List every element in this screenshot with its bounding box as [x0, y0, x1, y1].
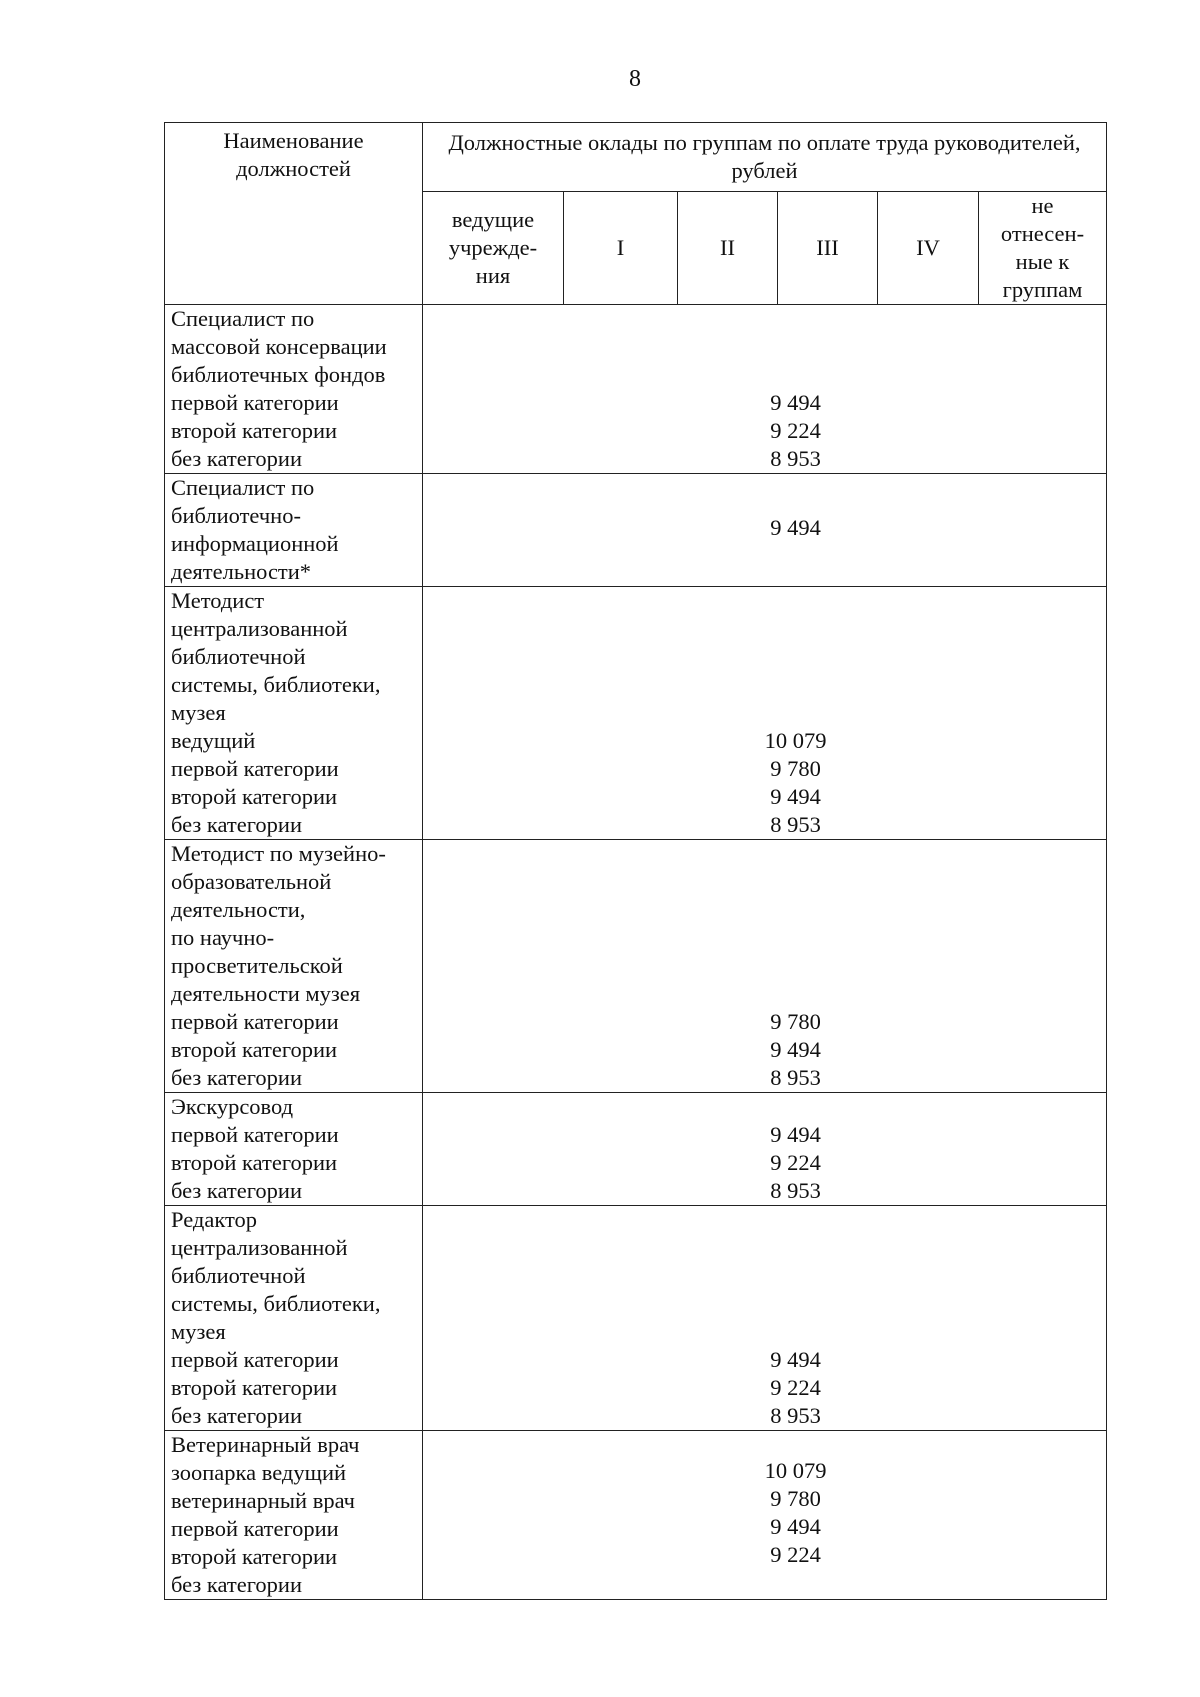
position-name: Редактор централизованной библиотечной системы, библиотеки, музея первой категории второй категории без категории — [165, 1206, 423, 1431]
salary-values — [423, 1431, 1107, 1600]
table-row — [165, 1093, 1107, 1206]
table-row — [165, 840, 1107, 1093]
table-row — [165, 1431, 1107, 1600]
salary-table — [164, 122, 1107, 1600]
column-header-position-name: Наименование должностей — [165, 123, 423, 305]
column-header-group-iii: III — [778, 192, 878, 305]
column-header-group-ii: II — [678, 192, 778, 305]
salary-values-text: 9 494 9 224 8 953 — [770, 1122, 821, 1203]
page-number: 8 — [629, 66, 641, 92]
column-header-group-iv: IV — [878, 192, 979, 305]
position-name: Специалист по массовой консервации библиотечных фондов первой категории второй категории без категории — [165, 305, 423, 474]
salary-values-text: 10 079 9 780 9 494 8 953 — [764, 728, 827, 837]
column-header-not-assigned: не отнесен- ные к группам — [979, 192, 1107, 305]
table-row — [165, 587, 1107, 840]
salary-values-text: 9 780 9 494 8 953 — [770, 1009, 821, 1090]
salary-values-text: 9 494 9 224 8 953 — [770, 390, 821, 471]
position-name: Специалист по библиотечно- информационной деятельности* — [165, 474, 423, 587]
table-row — [165, 474, 1107, 587]
salary-values-text: 10 079 9 780 9 494 9 224 — [764, 1458, 827, 1567]
salary-values — [423, 587, 1107, 840]
salary-values-text: 9 494 — [770, 515, 821, 540]
salary-values — [423, 1206, 1107, 1431]
table-row — [165, 305, 1107, 474]
table-row — [165, 1206, 1107, 1431]
salary-values — [423, 474, 1107, 587]
column-header-leading-institutions: ведущие учрежде- ния — [423, 192, 564, 305]
position-name: Методист по музейно- образовательной деятельности, по научно- просветительской деятельности музея первой категории второй категории без категории — [165, 840, 423, 1093]
salary-values-text: 9 494 9 224 8 953 — [770, 1347, 821, 1428]
column-header-salary-groups: Должностные оклады по группам по оплате труда руководителей, рублей — [423, 123, 1107, 192]
salary-values — [423, 1093, 1107, 1206]
salary-values — [423, 840, 1107, 1093]
position-name: Ветеринарный врач зоопарка ведущий ветеринарный врач первой категории второй категории без категории — [165, 1431, 423, 1600]
salary-values — [423, 305, 1107, 474]
column-header-group-i: I — [564, 192, 678, 305]
position-name: Экскурсовод первой категории второй категории без категории — [165, 1093, 423, 1206]
position-name: Методист централизованной библиотечной системы, библиотеки, музея ведущий первой категории второй категории без категории — [165, 587, 423, 840]
header-row-groups — [165, 123, 1107, 192]
